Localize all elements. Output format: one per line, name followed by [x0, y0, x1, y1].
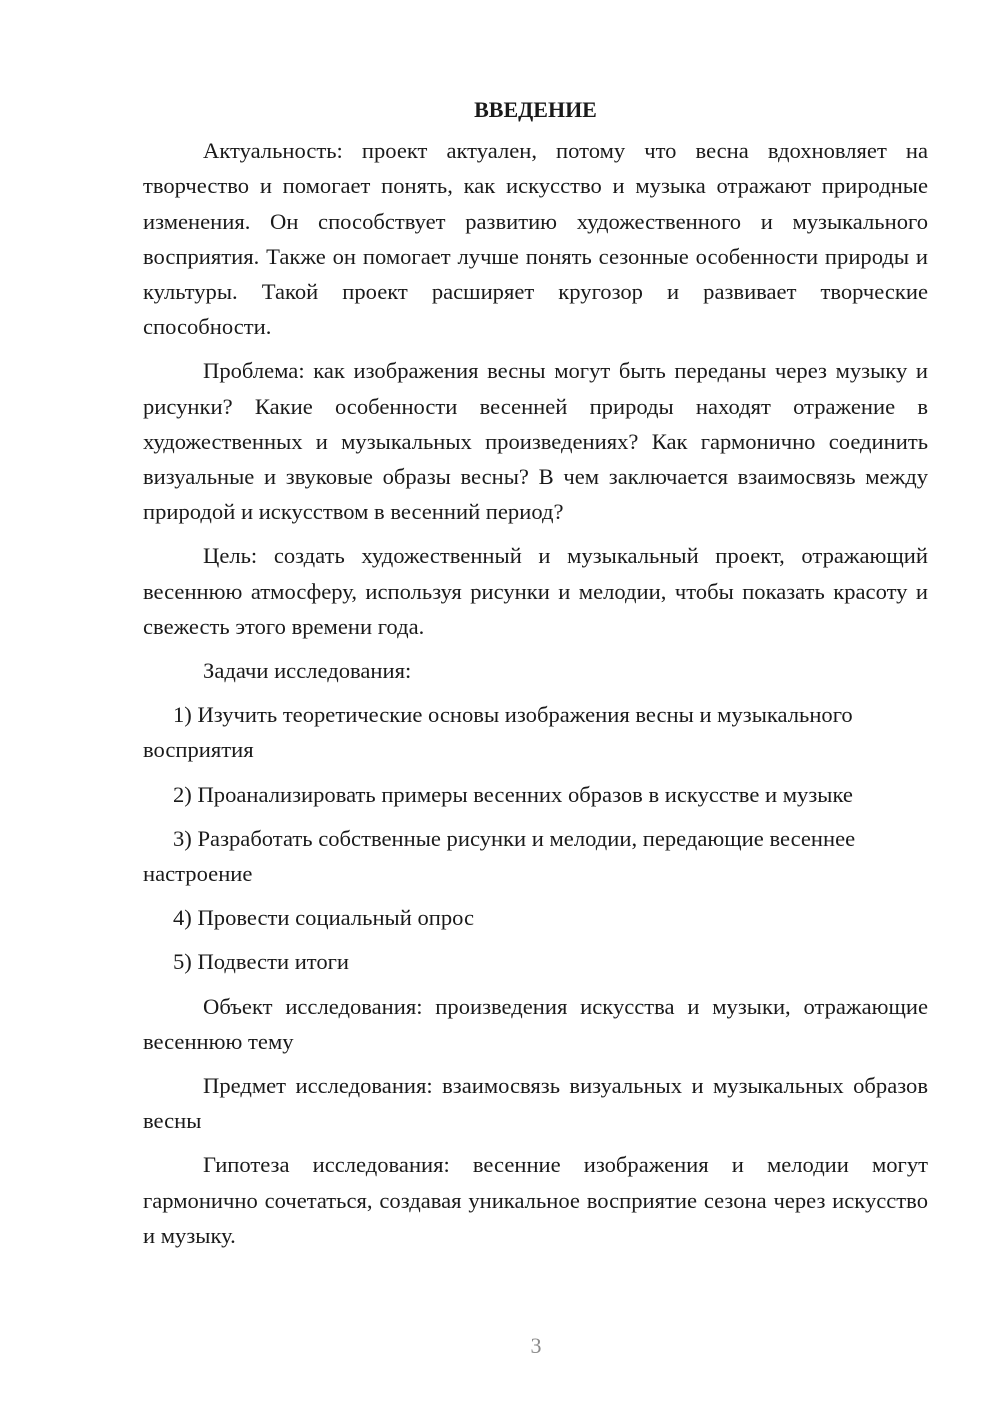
task-item: 5) Подвести итоги [173, 949, 350, 975]
goal-paragraph: Цель: создать художественный и музыкальный проект, отражающий весеннюю атмосферу, используя рисунки и мелодии, чтобы показать красоту и свежесть этого времени года. [143, 543, 928, 639]
object-paragraph: Объект исследования: произведения искусства и музыки, отражающие весеннюю тему [143, 993, 928, 1054]
task-item: 4) Провести социальный опрос [173, 905, 475, 931]
task-item: 1) Изучить теоретические основы изображения весны и музыкального восприятия [143, 702, 853, 763]
hypothesis-paragraph: Гипотеза исследования: весенние изображения и мелодии могут гармонично сочетаться, создавая уникальное восприятие сезона через искусство и музыку. [143, 1152, 928, 1248]
section-title: ВВЕДЕНИЕ [474, 97, 597, 122]
relevance-paragraph: Актуальность: проект актуален, потому что весна вдохновляет на творчество и помогает понять, как искусство и музыка отражают природные изменения. Он способствует развитию художественного и музыкального восприятия. Также он помогает лучше понять сезонные особенности природы и культуры. Такой проект расширяет кругозор и развивает творческие способности. [143, 138, 928, 340]
tasks-heading: Задачи исследования: [203, 658, 412, 684]
page-number: 3 [530, 1333, 542, 1358]
task-item: 3) Разработать собственные рисунки и мелодии, передающие весеннее настроение [143, 825, 856, 887]
subject-paragraph: Предмет исследования: взаимосвязь визуальных и музыкальных образов весны [143, 1073, 928, 1134]
task-item: 2) Проанализировать примеры весенних образов в искусстве и музыке [173, 781, 853, 807]
problem-paragraph: Проблема: как изображения весны могут быть переданы через музыку и рисунки? Какие особенности весенней природы находят отражение в художественных и музыкальных произведениях? Как гармонично соединить визуальные и звуковые образы весны? В чем заключается взаимосвязь между природой и искусством в весенний период? [143, 358, 928, 525]
document-page [143, 92, 928, 1262]
